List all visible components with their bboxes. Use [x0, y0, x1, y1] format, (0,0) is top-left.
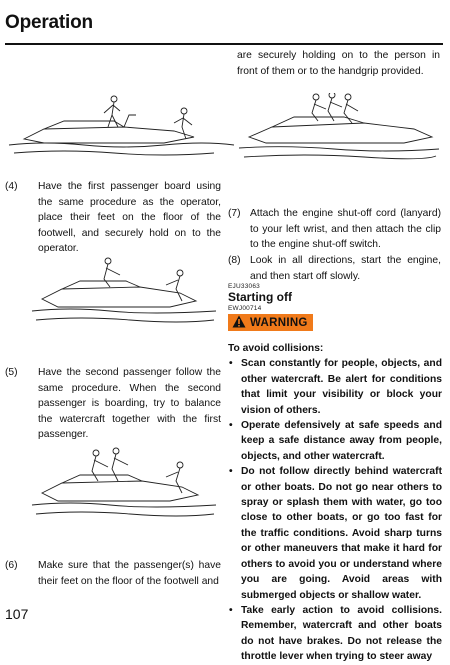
warning-code: EWJ00714	[228, 305, 262, 312]
continuation-text: are securely holding on to the person in front of them or to the handgrip provided.	[237, 50, 440, 77]
step-4	[5, 179, 221, 257]
step-8	[228, 253, 441, 284]
title-rule	[5, 43, 443, 45]
warning-bullet	[228, 356, 442, 418]
step-text: Have the first passenger board using the same procedure as the operator, place their feet on the floor of the footwell, and securely hold on to the operator.	[38, 181, 221, 255]
bullet-text: Scan constantly for people, objects, and other watercraft. Be alert for conditions that limit your visibility or block your vision of others.	[241, 358, 442, 416]
step-number: (6)	[5, 560, 18, 571]
step-number: (7)	[228, 208, 241, 219]
warning-bullet	[228, 464, 442, 603]
step-number: (4)	[5, 181, 18, 192]
section-code: EJU33063	[228, 283, 260, 290]
warning-label: WARNING	[250, 316, 308, 329]
boarding-illustration-top	[4, 93, 444, 175]
step-text: Look in all directions, start the engine, and then start off slowly.	[250, 255, 441, 282]
warning-triangle-icon	[232, 315, 246, 331]
step-7	[228, 206, 441, 253]
warning-bullet	[228, 418, 442, 464]
boarding-illustration-bottom	[30, 441, 220, 533]
boarding-illustration-middle	[30, 253, 220, 337]
step-text: Attach the engine shut-off cord (lanyard) to your left wrist, and then attach the clip to the engine shut-off switch.	[250, 208, 441, 251]
page-number: 107	[5, 606, 29, 622]
step-5	[5, 365, 221, 443]
bullet-dot: •	[229, 420, 233, 432]
step-text: Make sure that the passenger(s) have their feet on the floor of the footwell and	[38, 560, 221, 587]
step-text: Have the second passenger follow the same procedure. When the second passenger is boarding, try to balance the watercraft together with the first passenger.	[38, 367, 221, 441]
bullet-dot: •	[229, 358, 233, 370]
bullet-text: Do not follow directly behind watercraft or other boats. Do not go near others to spray or splash them with water, go too close to other boats, or go too fast for the traffic conditions. Avoid sharp turns or other maneuvers that make it hard for others to avoid you or understand where you are going. Avoid areas with submerged objects or shallow water.	[241, 466, 442, 601]
step-number: (5)	[5, 367, 18, 378]
section-heading: Starting off	[228, 290, 292, 304]
step-6	[5, 558, 221, 589]
warning-badge	[228, 314, 313, 331]
page-title: Operation	[5, 12, 93, 33]
warning-body	[228, 341, 442, 665]
bullet-dot: •	[229, 604, 233, 616]
step-number: (8)	[228, 255, 241, 266]
warning-intro: To avoid collisions:	[228, 343, 324, 354]
warning-bullet	[228, 603, 442, 665]
bullet-text: Take early action to avoid collisions. Remember, watercraft and other boats do not have brakes. Do not release the throttle lever when trying to steer away	[241, 604, 442, 663]
bullet-text: Operate defensively at safe speeds and keep a safe distance away from people, objects, and other watercraft.	[241, 420, 442, 462]
bullet-dot: •	[229, 466, 233, 478]
